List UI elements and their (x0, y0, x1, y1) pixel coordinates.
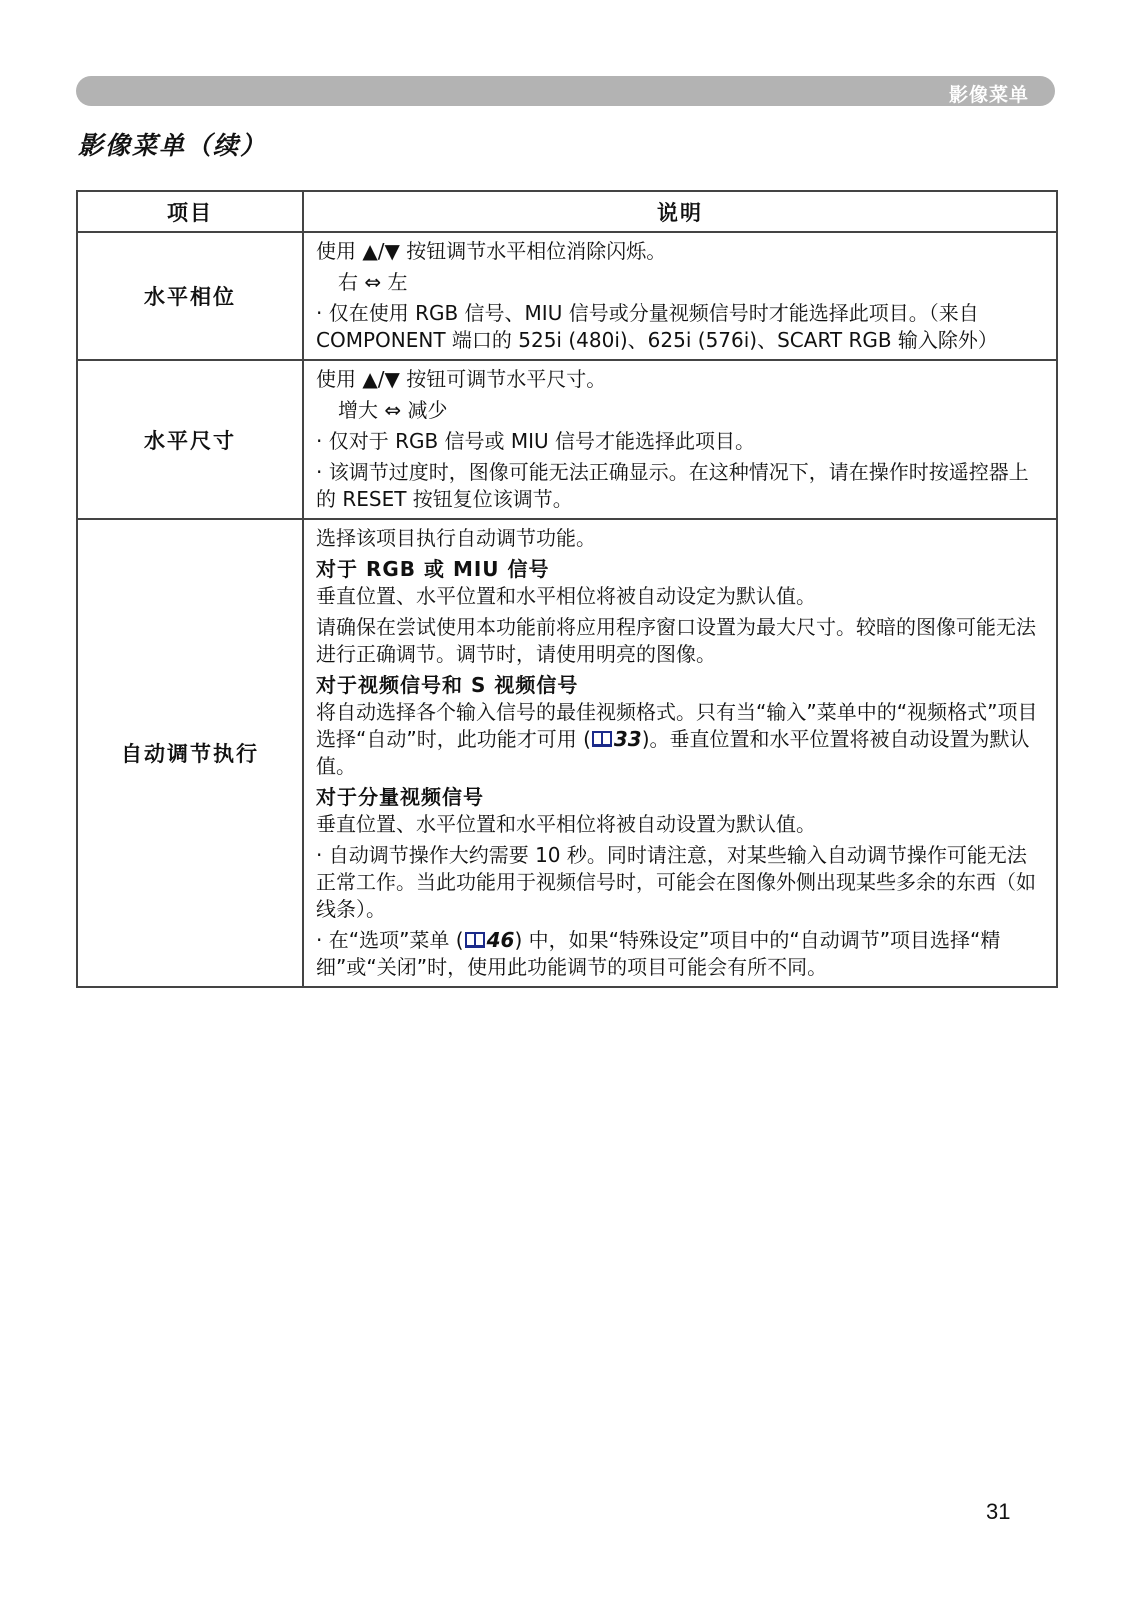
header-bar (76, 76, 1055, 106)
subheading-component: 对于分量视频信号 (316, 785, 484, 809)
item-h-phase: 水平相位 (77, 232, 303, 360)
header-tab-label: 影像菜单 (948, 84, 1029, 106)
item-h-size: 水平尺寸 (77, 360, 303, 519)
desc-note: · 该调节过度时，图像可能无法正确显示。在这种情况下，请在操作时按遥控器上的 RESET 按钮复位该调节。 (316, 460, 1029, 511)
desc-text: ) 中，如果“特殊设定”项目中的“自动调节”项目选择“精细”或“关闭”时，使用此功能调节的项目可能会有所不同。 (316, 928, 1001, 979)
subheading-video: 对于视频信号和 S 视频信号 (316, 673, 579, 697)
column-header-item: 项目 (77, 191, 303, 232)
desc-line: 选择该项目执行自动调节功能。 (316, 526, 596, 550)
page-reference[interactable]: 46 (486, 928, 515, 952)
desc-note: · 自动调节操作大约需要 10 秒。同时请注意，对某些输入自动调节操作可能无法正常工作。当此功能用于视频信号时，可能会在图像外侧出现某些多余的东西（如线条）。 (316, 843, 1036, 921)
desc-line: 垂直位置、水平位置和水平相位将被自动设置为默认值。 (316, 812, 816, 836)
page-reference[interactable]: 33 (613, 727, 642, 751)
section-title: 影像菜单（续） (78, 131, 268, 160)
desc-text: )。垂直位置和水平位置将被自动设置为默认值。 (316, 727, 1030, 778)
desc-line: 使用 ▲/▼ 按钮调节水平相位消除闪烁。 (316, 239, 667, 263)
book-icon (464, 931, 486, 949)
book-icon (591, 730, 613, 748)
desc-note: · 仅对于 RGB 信号或 MIU 信号才能选择此项目。 (316, 429, 756, 453)
column-header-description: 说明 (303, 191, 1057, 232)
table-header-row (77, 191, 1057, 232)
desc-note (316, 927, 1046, 981)
desc-line: 右 ⇔ 左 (338, 270, 408, 294)
desc-line: 垂直位置、水平位置和水平相位将被自动设定为默认值。 (316, 584, 816, 608)
desc-line (316, 699, 1046, 780)
desc-text: · 在“选项”菜单 ( (316, 928, 464, 952)
menu-table (76, 190, 1058, 988)
table-row-h-size (77, 360, 1057, 519)
item-auto-adjust: 自动调节执行 (77, 519, 303, 987)
desc-line: 使用 ▲/▼ 按钮可调节水平尺寸。 (316, 367, 607, 391)
desc-line: 请确保在尝试使用本功能前将应用程序窗口设置为最大尺寸。较暗的图像可能无法进行正确调节。调节时，请使用明亮的图像。 (316, 615, 1036, 666)
table-row-auto-adjust (77, 519, 1057, 987)
desc-line: 增大 ⇔ 减少 (338, 398, 448, 422)
table-row-h-phase (77, 232, 1057, 360)
desc-auto-adjust (303, 519, 1057, 987)
desc-h-phase (303, 232, 1057, 360)
desc-text: 将自动选择各个输入信号的最佳视频格式。只有当“输入”菜单中的“视频格式”项目选择“自动”时，此功能才可用 ( (316, 700, 1038, 751)
page-number: 31 (986, 1499, 1011, 1524)
subheading-rgb: 对于 RGB 或 MIU 信号 (316, 557, 550, 581)
desc-h-size (303, 360, 1057, 519)
desc-note: · 仅在使用 RGB 信号、MIU 信号或分量视频信号时才能选择此项目。（来自 COMPONENT 端口的 525i (480i)、625i (576i)、SCART RGB 输入除外） (316, 301, 998, 352)
